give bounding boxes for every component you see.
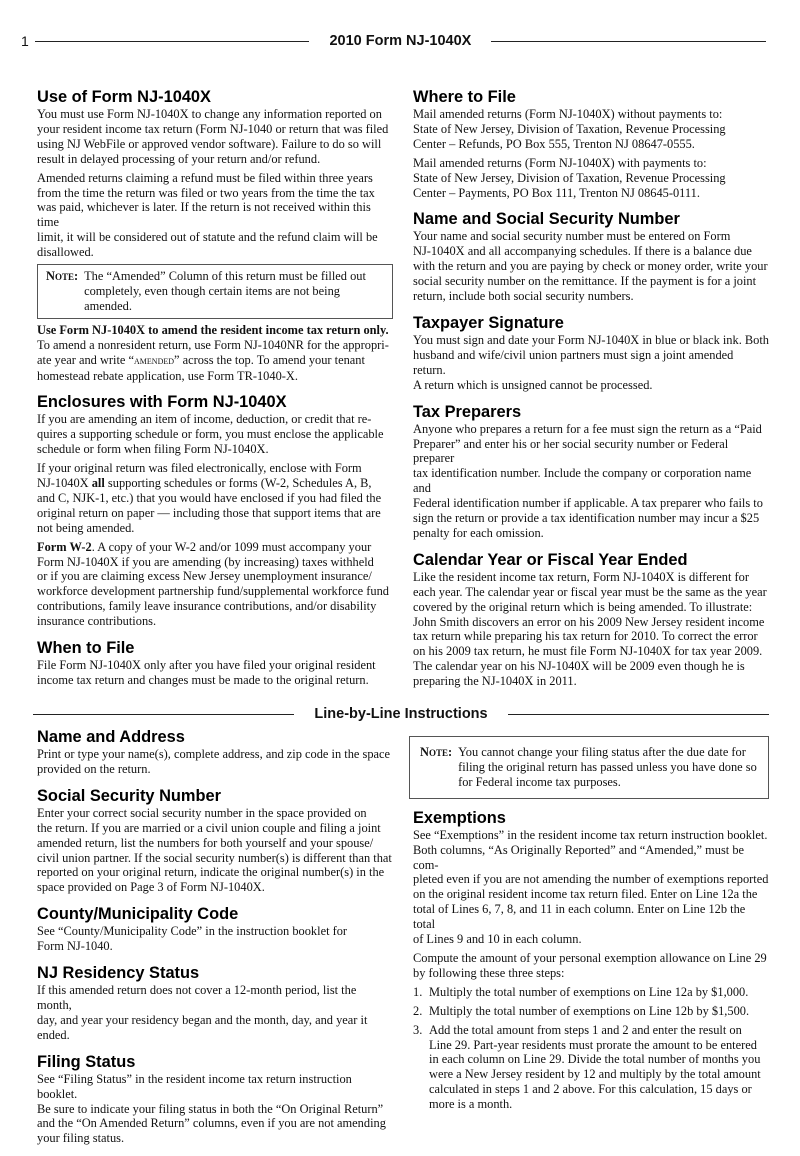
section-where-to-file xyxy=(409,88,769,204)
right-column-bottom xyxy=(409,728,769,1156)
step-item xyxy=(413,985,769,1000)
line-by-line-instructions xyxy=(33,728,769,1156)
bold-text: Form W-2 xyxy=(37,539,92,554)
note-text: You cannot change your filing status after the due date for filing the original return has passed unless you have done so for Federal income tax purposes. xyxy=(458,745,757,789)
section-exemptions xyxy=(409,809,769,1116)
section-residency-status xyxy=(33,964,393,1047)
paragraph: See “Exemptions” in the resident income tax return instruction booklet. Both columns, “As Originally Reported” and “Amended,” must be com- pleted even if you are not amending the number of exemptions reported on the original resident income tax return filed. Enter on Line 12a the total of Lines 6, 7, 8, and 11 in each column. Enter on Line 12b the total of Lines 9 and 10 in each column. xyxy=(413,827,769,947)
bold-text: Use Form NJ-1040X to amend the resident income tax return only. xyxy=(37,322,389,337)
section-taxpayer-signature xyxy=(409,314,769,397)
step-item xyxy=(413,1023,769,1112)
section-when-to-file xyxy=(33,639,393,692)
note-label: Note: xyxy=(46,269,79,284)
paragraph xyxy=(37,461,393,536)
left-column-bottom xyxy=(33,728,393,1156)
section-heading: Tax Preparers xyxy=(413,402,522,421)
page-content xyxy=(33,88,769,1156)
paragraph: See “Filing Status” in the resident income tax return instruction booklet. Be sure to indicate your filing status in both the “On Original Return” and the “On Amended Return” columns, even if you are not amending your filing status. xyxy=(37,1071,386,1146)
paragraph: If you are amending an item of income, deduction, or credit that re- quires a supporting schedule or form, you must enclose the applicable schedule or form when filing Form NJ-1040X. xyxy=(37,412,384,457)
paragraph: Anyone who prepares a return for a fee must sign the return as a “Paid Preparer” and enter his or her social security number or Federal preparer tax identification number. Include the company or corporation name and Federal identification number if applicable. A tax preparer who fails to sign the return or provide a tax identification number may incur a $25 penalty for each omission. xyxy=(413,421,763,540)
section-heading: Name and Address xyxy=(37,728,185,746)
paragraph: Mail amended returns (Form NJ-1040X) without payments to: State of New Jersey, Division of Taxation, Revenue Processing Center – Refunds, PO Box 555, Trenton NJ 08647-0555. xyxy=(413,107,726,151)
text: supporting schedules or forms (W-2, Schedules A, B, and C, NJK-1, etc.) that you would have enclosed if you had filed the original return on paper — including those that support items that are not being amended. xyxy=(37,476,382,535)
step-text: Add the total amount from steps 1 and 2 and enter the result on Line 29. Part-year residents must prorate the amount to be entered in each column on Line 29. Divide the total number of months you were a New Jersey resident by 12 and multiply by the total amount calculated in steps 1 and 2 above. For this calculation, 15 days or more is a month. xyxy=(429,1022,761,1112)
step-number: 3. xyxy=(413,1022,423,1037)
step-text: Multiply the total number of exemptions on Line 12b by $1,500. xyxy=(429,1003,750,1018)
paragraph: Mail amended returns (Form NJ-1040X) with payments to: State of New Jersey, Division of Taxation, Revenue Processing Center – Payments, PO Box 111, Trenton NJ 08645-0111. xyxy=(413,155,726,200)
section-heading: County/Municipality Code xyxy=(37,905,239,924)
amended-column-note xyxy=(37,264,393,319)
header-rule-left xyxy=(35,41,310,42)
divider-rule-right xyxy=(508,714,769,715)
section-tax-preparers xyxy=(409,403,769,545)
section-ssn xyxy=(33,787,393,899)
note-label: Note: xyxy=(420,745,453,759)
paragraph: File Form NJ-1040X only after you have filed your original resident income tax return and changes must be made to the original return. xyxy=(37,658,376,687)
section-heading: Use of Form NJ-1040X xyxy=(37,88,211,106)
paragraph xyxy=(37,323,393,384)
section-heading: Name and Social Security Number xyxy=(413,210,680,229)
exemption-steps xyxy=(413,985,769,1112)
page-header xyxy=(21,34,766,49)
amended-smallcaps: amended xyxy=(134,354,175,367)
paragraph: You must sign and date your Form NJ-1040X in blue or black ink. Both husband and wife/civil union partners must sign a joint amended return. A return which is unsigned cannot be processed. xyxy=(413,332,769,392)
section-name-address xyxy=(33,728,393,781)
paragraph: Enter your correct social security number in the space provided on the return. If you are married or a civil union couple and filing a joint amended return, list the numbers for both yourself and your spouse/ civil union partner. If the social security number(s) is different than that reported on your original return, indicate the original number(s) in the space provided on Page 3 of Form NJ-1040X. xyxy=(37,805,392,895)
header-rule-right xyxy=(491,41,766,42)
page-number: 1 xyxy=(21,33,29,49)
section-enclosures xyxy=(33,393,393,633)
section-heading: Where to File xyxy=(413,88,516,106)
text: If your original return was filed electronically, enclose with Form NJ-1040X xyxy=(37,461,362,491)
divider-rule-left xyxy=(33,714,294,715)
bold-text: all xyxy=(91,476,105,491)
general-instructions xyxy=(33,88,769,699)
section-heading: Enclosures with Form NJ-1040X xyxy=(37,393,287,412)
text: To amend a nonresident return, use Form NJ-1040NR for the appropri- ate year and write “ xyxy=(37,337,389,367)
section-heading: Filing Status xyxy=(37,1052,136,1071)
step-text: Multiply the total number of exemptions on Line 12a by $1,000. xyxy=(429,984,749,999)
section-heading: NJ Residency Status xyxy=(37,964,200,983)
page-title: 2010 Form NJ-1040X xyxy=(329,33,472,49)
text: ” across the top. To amend your tenant homestead rebate application, use Form TR-1040-X. xyxy=(37,352,365,383)
paragraph xyxy=(37,540,393,629)
step-number: 2. xyxy=(413,1003,423,1018)
note-text: The “Amended” Column of this return must be filled out completely, even though certain items are not being amended. xyxy=(84,269,366,313)
section-use-of-form xyxy=(33,88,393,387)
paragraph: Print or type your name(s), complete address, and zip code in the space provided on the return. xyxy=(37,747,391,776)
paragraph: Your name and social security number must be entered on Form NJ-1040X and all accompanying schedules. If there is a balance due with the return and you are paying by check or money order, write your social security number on the remittance. If the payment is for a joint return, include both social security numbers. xyxy=(413,229,768,304)
paragraph: If this amended return does not cover a 12-month period, list the month, day, and year your residency began and the month, day, and year it ended. xyxy=(37,983,368,1042)
paragraph: See “County/Municipality Code” in the instruction booklet for Form NJ-1040. xyxy=(37,924,348,954)
left-column-top xyxy=(33,88,393,699)
section-county-code xyxy=(33,905,393,958)
text: . A copy of your W-2 and/or 1099 must accompany your Form NJ-1040X if you are amending (by increasing) taxes withheld or if you are claiming excess New Jersey unemployment insurance/ workforce development partnership fund/supplemental workforce fund contributions, family leave insurance contributions, and/or disability insurance contributions. xyxy=(37,539,389,629)
paragraph: Compute the amount of your personal exemption allowance on Line 29 by following these three steps: xyxy=(413,950,767,980)
step-number: 1. xyxy=(413,984,423,999)
line-by-line-divider xyxy=(33,707,769,722)
section-calendar-year xyxy=(409,551,769,693)
step-item xyxy=(413,1004,769,1019)
paragraph: You must use Form NJ-1040X to change any information reported on your resident income tax return (Form NJ-1040 or return that was filed using NJ WebFile or approved vendor software). Failure to do so will result in delayed processing of your return and/or refund. xyxy=(37,107,389,166)
section-heading: When to File xyxy=(37,639,135,658)
section-name-ssn xyxy=(409,210,769,308)
section-filing-status xyxy=(33,1053,393,1151)
filing-status-note xyxy=(409,736,769,799)
paragraph: Like the resident income tax return, Form NJ-1040X is different for each year. The calendar year or fiscal year must be the same as the year covered by the original return which is being amended. To illustrate: John Smith discovers an error on his 2009 New Jersey resident income tax return while preparing his tax return for 2010. To correct the error on his 2009 tax return, he must file Form NJ-1040X for tax year 2009. The calendar year on his NJ-1040X will be 2009 even though he is preparing the NJ-1040X in 2011. xyxy=(413,569,767,689)
section-heading: Calendar Year or Fiscal Year Ended xyxy=(413,550,688,569)
line-by-line-title: Line-by-Line Instructions xyxy=(314,706,488,723)
section-heading: Taxpayer Signature xyxy=(413,313,564,332)
right-column-top xyxy=(409,88,769,699)
section-heading: Exemptions xyxy=(413,808,506,827)
section-heading: Social Security Number xyxy=(37,786,222,805)
paragraph: Amended returns claiming a refund must be filed within three years from the time the return was filed or two years from the time the tax was paid, whichever is later. If the return is not received within this time limit, it will be considered out of statute and the refund claim will be disallowed. xyxy=(37,170,378,260)
